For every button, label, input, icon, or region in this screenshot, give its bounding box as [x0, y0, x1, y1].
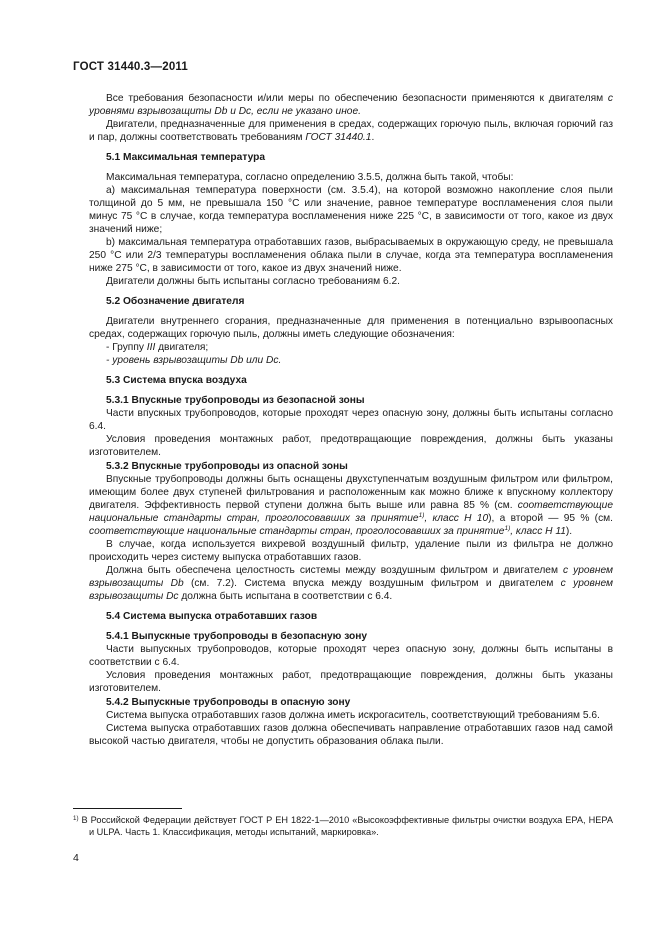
paragraph: Система выпуска отработавших газов должна обеспечивать направление отработавших газов над самой высокой частью двигателя, чтобы не допустить образования облака пыли.	[89, 723, 613, 747]
list-item-a: а) максимальная температура поверхности (см. 3.5.4), на которой возможно накопление слоя пыли толщиной до 5 мм, не превышала 150 °С или значение, равное температуре воспламенения слоя пыли минус 75 °С в случае, когда температура воспламенения ниже 225 °С, в зависимости от того, какое из двух значений ниже;	[89, 185, 613, 235]
intro-text: Двигатели, предназначенные для применения в средах, содержащих горючую пыль, включая горючий газ и пар, должны соответствовать требованиям	[89, 119, 613, 143]
list-italic: - уровень взрывозащиты Db или Dc.	[106, 355, 282, 366]
paragraph: Части выпускных трубопроводов, которые проходят через опасную зону, должны быть испытаны в соответствии с 6.4.	[89, 644, 613, 668]
text: (см. 7.2). Система впуска между воздушным фильтром и двигателем	[183, 578, 561, 589]
paragraph: Двигатели должны быть испытаны согласно требованиям 6.2.	[106, 276, 400, 287]
page-body	[89, 92, 613, 748]
group-roman: III	[146, 342, 156, 353]
page-number: 4	[73, 852, 79, 864]
subsection-heading-5-4-1: 5.4.1 Выпускные трубопроводы в безопасную зону	[106, 631, 368, 642]
paragraph	[89, 473, 613, 538]
paragraph: Система выпуска отработавших газов должна иметь искрогаситель, соответствующий требованиям 5.6.	[106, 710, 600, 721]
list-item-b: b) максимальная температура отработавших газов, выбрасываемых в окружающую среду, не превышала 250 °С или 2/3 температуры воспламенения облака пыли в случае, когда эта температура воспламенения ниже 275 °С, в зависимости от того, какое из двух значений ниже.	[89, 237, 613, 274]
italic-text: соответствующие национальные стандарты стран, проголосовавших за принятие	[89, 500, 613, 524]
gost-reference: ГОСТ 31440.1	[305, 132, 372, 143]
intro-paragraph-1	[89, 92, 613, 118]
paragraph: Максимальная температура, согласно определению 3.5.5, должна быть такой, чтобы:	[106, 172, 514, 183]
text: должна быть испытана в соответствии с 6.4.	[178, 591, 393, 602]
list-item	[89, 354, 613, 367]
footnote-text: В Российской Федерации действует ГОСТ Р ЕН 1822-1—2010 «Высокоэффективные фильтры очистки воздуха ЕРА, НЕРА и ULPA. Часть 1. Классификация, методы испытаний, маркировка».	[78, 815, 613, 837]
text: ).	[565, 526, 573, 537]
subsection-heading-5-3-1: 5.3.1 Впускные трубопроводы из безопасной зоны	[106, 395, 365, 406]
paragraph: В случае, когда используется вихревой воздушный фильтр, удаление пыли из фильтра не должно происходить через систему выпуска отработавших газов.	[89, 539, 613, 563]
italic-text: , класс Н 11	[510, 526, 566, 537]
italic-text: соответствующие национальные стандарты стран, проголосовавших за принятие	[89, 526, 505, 537]
standard-header: ГОСТ 31440.3—2011	[73, 61, 188, 73]
text: ), а второй — 95 % (см.	[488, 513, 614, 524]
subsection-heading-5-3-2: 5.3.2 Впускные трубопроводы из опасной зоны	[106, 461, 348, 472]
paragraph	[89, 564, 613, 603]
list-item	[89, 341, 613, 354]
intro-text: .	[371, 132, 375, 143]
paragraph: Части впускных трубопроводов, которые проходят через опасную зону, должны быть испытаны согласно 6.4.	[89, 408, 613, 432]
footnote-ref: 1)	[504, 525, 511, 532]
paragraph: Условия проведения монтажных работ, предотвращающие повреждения, должны быть указаны изготовителем.	[89, 670, 613, 694]
paragraph: Двигатели внутреннего сгорания, предназначенные для применения в потенциально взрывоопасных средах, содержащих горючую пыль, должны иметь следующие обозначения:	[89, 316, 613, 340]
section-heading-5-1: 5.1 Максимальная температура	[106, 152, 265, 163]
footnote	[73, 814, 613, 838]
section-heading-5-2: 5.2 Обозначение двигателя	[106, 296, 245, 307]
list-text: - Группу	[106, 342, 147, 353]
footnote-mark: 1)	[73, 815, 79, 822]
italic-text: с уровнем взрывозащиты Dc	[89, 578, 613, 602]
footnote-divider	[73, 808, 182, 809]
intro-italic: с уровнями взрывозащиты Db и Dc, если не указано иное.	[89, 93, 613, 117]
section-heading-5-3: 5.3 Система впуска воздуха	[106, 375, 247, 386]
text: Впускные трубопроводы должны быть оснащены двухступенчатым воздушным фильтром или фильтром, имеющим более двух ступеней фильтрования и расположенным как можно ближе к впускному коллектору двигателя. Эффективность первой ступени должна быть выше или равна 85 % (см.	[89, 474, 613, 511]
text: Должна быть обеспечена целостность системы между воздушным фильтром и двигателем	[106, 565, 563, 576]
italic-text: с уровнем взрывозащиты Db	[89, 565, 614, 589]
subsection-heading-5-4-2: 5.4.2 Выпускные трубопроводы в опасную зону	[106, 697, 351, 708]
intro-text: Все требования безопасности и/или меры по обеспечению безопасности применяются к двигателям	[106, 93, 604, 104]
section-heading-5-4: 5.4 Система выпуска отработавших газов	[106, 611, 318, 622]
intro-paragraph-2	[89, 118, 613, 144]
italic-text: , класс Н 10	[424, 513, 489, 524]
paragraph: Условия проведения монтажных работ, предотвращающие повреждения, должны быть указаны изготовителем.	[89, 434, 613, 458]
list-text: двигателя;	[155, 342, 209, 353]
footnote-ref: 1)	[418, 512, 425, 519]
